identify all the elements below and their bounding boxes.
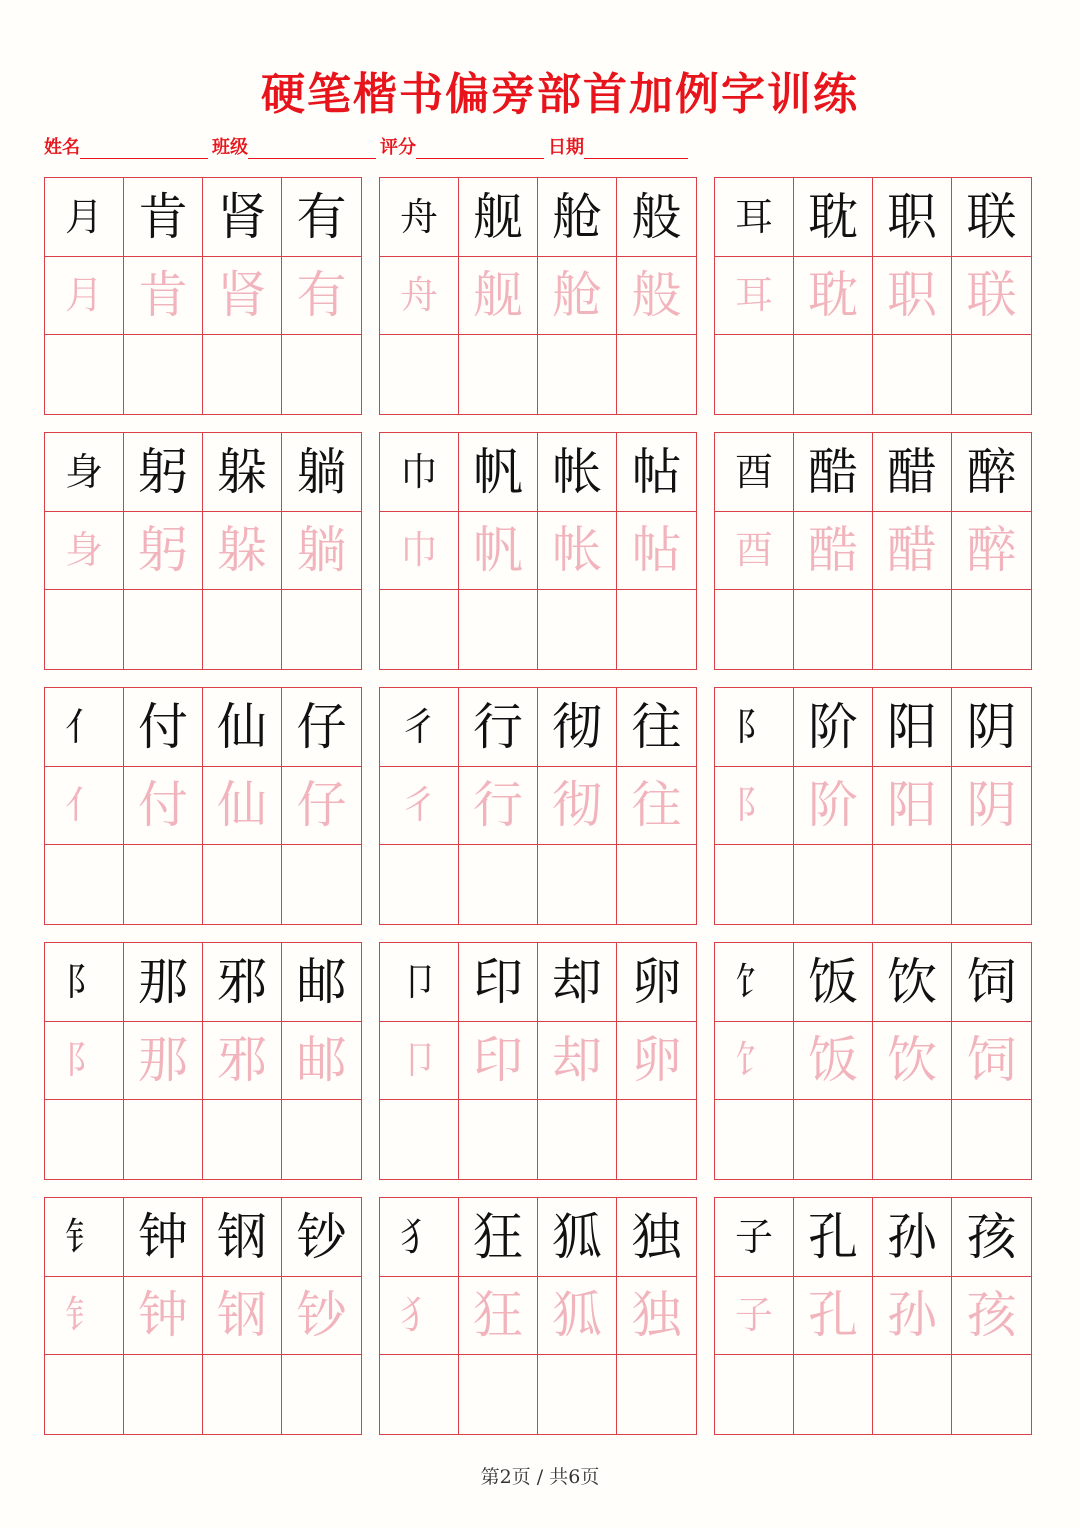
practice-block	[714, 432, 1032, 670]
example-char-trace[interactable]: 钞	[282, 1277, 361, 1356]
blank-practice-cell[interactable]	[380, 335, 459, 414]
example-char-trace[interactable]: 饮	[873, 1022, 952, 1101]
radical-trace[interactable]: 卩	[380, 1022, 459, 1101]
blank-practice-cell[interactable]	[538, 590, 617, 669]
example-char-model: 行	[459, 688, 538, 767]
practice-block	[714, 177, 1032, 415]
example-char-trace[interactable]: 卵	[617, 1022, 696, 1101]
blank-practice-cell[interactable]	[203, 335, 282, 414]
blank-practice-cell[interactable]	[715, 335, 794, 414]
example-char-trace[interactable]: 肯	[124, 257, 203, 336]
example-char-model: 饲	[952, 943, 1031, 1022]
example-char-trace[interactable]: 醉	[952, 512, 1031, 591]
example-char-trace[interactable]: 独	[617, 1277, 696, 1356]
radical-trace[interactable]: 饣	[715, 1022, 794, 1101]
student-info-row	[44, 135, 692, 159]
blank-practice-cell[interactable]	[873, 335, 952, 414]
radical-trace[interactable]: 彳	[380, 767, 459, 846]
blank-practice-cell[interactable]	[45, 845, 124, 924]
example-char-trace[interactable]: 孔	[794, 1277, 873, 1356]
example-char-trace[interactable]: 钢	[203, 1277, 282, 1356]
blank-practice-cell[interactable]	[794, 845, 873, 924]
example-char-model: 彻	[538, 688, 617, 767]
name-label: 姓名	[44, 137, 80, 158]
blank-practice-cell[interactable]	[617, 590, 696, 669]
blank-practice-cell[interactable]	[538, 1100, 617, 1179]
example-char-trace[interactable]: 阶	[794, 767, 873, 846]
radical-model: 彳	[380, 688, 459, 767]
blank-practice-cell[interactable]	[794, 1355, 873, 1434]
practice-block	[44, 942, 362, 1180]
example-char-trace[interactable]: 有	[282, 257, 361, 336]
example-char-model: 躺	[282, 433, 361, 512]
blank-practice-cell[interactable]	[952, 845, 1031, 924]
blank-practice-cell[interactable]	[617, 1100, 696, 1179]
radical-trace[interactable]: 犭	[380, 1277, 459, 1356]
example-char-trace[interactable]: 职	[873, 257, 952, 336]
example-char-model: 卵	[617, 943, 696, 1022]
example-char-model: 帆	[459, 433, 538, 512]
example-char-trace[interactable]: 躺	[282, 512, 361, 591]
blank-practice-cell[interactable]	[794, 335, 873, 414]
practice-block	[714, 687, 1032, 925]
blank-practice-cell[interactable]	[282, 1100, 361, 1179]
example-char-model: 仙	[203, 688, 282, 767]
radical-model: 阝	[715, 688, 794, 767]
example-char-model: 仔	[282, 688, 361, 767]
radical-trace[interactable]: 亻	[45, 767, 124, 846]
blank-practice-cell[interactable]	[380, 1355, 459, 1434]
radical-trace[interactable]: 酉	[715, 512, 794, 591]
blank-practice-cell[interactable]	[617, 335, 696, 414]
blank-practice-cell[interactable]	[45, 590, 124, 669]
practice-block	[379, 1197, 697, 1435]
blank-practice-cell[interactable]	[124, 335, 203, 414]
example-char-model: 职	[873, 178, 952, 257]
blank-practice-cell[interactable]	[538, 335, 617, 414]
example-char-trace[interactable]: 躲	[203, 512, 282, 591]
blank-practice-cell[interactable]	[380, 845, 459, 924]
practice-block	[714, 942, 1032, 1180]
class-label: 班级	[212, 137, 248, 158]
blank-practice-cell[interactable]	[124, 845, 203, 924]
blank-practice-cell[interactable]	[282, 335, 361, 414]
example-char-trace[interactable]: 孩	[952, 1277, 1031, 1356]
example-char-trace[interactable]: 却	[538, 1022, 617, 1101]
example-char-trace[interactable]: 那	[124, 1022, 203, 1101]
radical-trace[interactable]: 舟	[380, 257, 459, 336]
radical-model: 月	[45, 178, 124, 257]
example-char-trace[interactable]: 付	[124, 767, 203, 846]
blank-practice-cell[interactable]	[203, 590, 282, 669]
example-char-trace[interactable]: 帆	[459, 512, 538, 591]
example-char-model: 钞	[282, 1198, 361, 1277]
radical-trace[interactable]: 阝	[715, 767, 794, 846]
example-char-model: 联	[952, 178, 1031, 257]
example-char-model: 钢	[203, 1198, 282, 1277]
radical-trace[interactable]: 阝	[45, 1022, 124, 1101]
example-char-model: 耽	[794, 178, 873, 257]
name-field[interactable]	[44, 133, 212, 159]
example-char-model: 印	[459, 943, 538, 1022]
example-char-trace[interactable]: 般	[617, 257, 696, 336]
blank-practice-cell[interactable]	[952, 590, 1031, 669]
blank-practice-cell[interactable]	[459, 335, 538, 414]
blank-practice-cell[interactable]	[715, 1355, 794, 1434]
blank-practice-cell[interactable]	[459, 845, 538, 924]
blank-practice-cell[interactable]	[45, 1100, 124, 1179]
radical-model: 亻	[45, 688, 124, 767]
example-char-trace[interactable]: 阴	[952, 767, 1031, 846]
example-char-model: 饭	[794, 943, 873, 1022]
example-char-model: 肯	[124, 178, 203, 257]
example-char-model: 舰	[459, 178, 538, 257]
example-char-trace[interactable]: 仔	[282, 767, 361, 846]
blank-practice-cell[interactable]	[45, 335, 124, 414]
radical-trace[interactable]: 身	[45, 512, 124, 591]
example-char-trace[interactable]: 往	[617, 767, 696, 846]
example-char-model: 那	[124, 943, 203, 1022]
date-label: 日期	[548, 137, 584, 158]
blank-practice-cell[interactable]	[873, 1355, 952, 1434]
example-char-trace[interactable]: 耽	[794, 257, 873, 336]
example-char-model: 独	[617, 1198, 696, 1277]
radical-model: 巾	[380, 433, 459, 512]
blank-practice-cell[interactable]	[715, 1100, 794, 1179]
example-char-model: 往	[617, 688, 696, 767]
radical-model: 子	[715, 1198, 794, 1277]
radical-model: 舟	[380, 178, 459, 257]
blank-practice-cell[interactable]	[952, 335, 1031, 414]
example-char-trace[interactable]: 邪	[203, 1022, 282, 1101]
practice-block	[379, 177, 697, 415]
blank-practice-cell[interactable]	[124, 1100, 203, 1179]
example-char-trace[interactable]: 仙	[203, 767, 282, 846]
example-char-model: 邮	[282, 943, 361, 1022]
example-char-trace[interactable]: 行	[459, 767, 538, 846]
blank-practice-cell[interactable]	[203, 1100, 282, 1179]
example-char-model: 阳	[873, 688, 952, 767]
blank-practice-cell[interactable]	[538, 845, 617, 924]
blank-practice-cell[interactable]	[282, 845, 361, 924]
example-char-model: 醉	[952, 433, 1031, 512]
name-line[interactable]	[80, 138, 208, 159]
blank-practice-cell[interactable]	[952, 1355, 1031, 1434]
example-char-model: 狐	[538, 1198, 617, 1277]
example-char-model: 孩	[952, 1198, 1031, 1277]
blank-practice-cell[interactable]	[873, 845, 952, 924]
date-line[interactable]	[584, 138, 688, 159]
example-char-trace[interactable]: 肾	[203, 257, 282, 336]
example-char-trace[interactable]: 钟	[124, 1277, 203, 1356]
score-line[interactable]	[416, 138, 544, 159]
radical-trace[interactable]: 钅	[45, 1277, 124, 1356]
example-char-trace[interactable]: 孙	[873, 1277, 952, 1356]
example-char-model: 酷	[794, 433, 873, 512]
example-char-model: 舱	[538, 178, 617, 257]
blank-practice-cell[interactable]	[459, 1100, 538, 1179]
example-char-model: 躲	[203, 433, 282, 512]
practice-block	[379, 687, 697, 925]
example-char-model: 邪	[203, 943, 282, 1022]
radical-model: 卩	[380, 943, 459, 1022]
practice-block	[44, 432, 362, 670]
date-field[interactable]	[548, 133, 692, 159]
example-char-model: 却	[538, 943, 617, 1022]
blank-practice-cell[interactable]	[617, 845, 696, 924]
blank-practice-cell[interactable]	[203, 1355, 282, 1434]
example-char-trace[interactable]: 饲	[952, 1022, 1031, 1101]
blank-practice-cell[interactable]	[459, 1355, 538, 1434]
example-char-model: 饮	[873, 943, 952, 1022]
radical-model: 酉	[715, 433, 794, 512]
practice-block	[44, 1197, 362, 1435]
practice-block	[379, 432, 697, 670]
blank-practice-cell[interactable]	[617, 1355, 696, 1434]
example-char-model: 帐	[538, 433, 617, 512]
blank-practice-cell[interactable]	[203, 845, 282, 924]
practice-block	[44, 687, 362, 925]
radical-trace[interactable]: 耳	[715, 257, 794, 336]
radical-trace[interactable]: 子	[715, 1277, 794, 1356]
score-field[interactable]	[380, 133, 548, 159]
example-char-trace[interactable]: 舰	[459, 257, 538, 336]
radical-trace[interactable]: 月	[45, 257, 124, 336]
example-char-trace[interactable]: 阳	[873, 767, 952, 846]
score-label: 评分	[380, 137, 416, 158]
example-char-trace[interactable]: 邮	[282, 1022, 361, 1101]
practice-block	[714, 1197, 1032, 1435]
radical-model: 阝	[45, 943, 124, 1022]
example-char-trace[interactable]: 狂	[459, 1277, 538, 1356]
blank-practice-cell[interactable]	[715, 590, 794, 669]
blank-practice-cell[interactable]	[45, 1355, 124, 1434]
example-char-trace[interactable]: 狐	[538, 1277, 617, 1356]
radical-model: 饣	[715, 943, 794, 1022]
class-field[interactable]	[212, 133, 380, 159]
example-char-trace[interactable]: 酷	[794, 512, 873, 591]
blank-practice-cell[interactable]	[380, 590, 459, 669]
blank-practice-cell[interactable]	[538, 1355, 617, 1434]
blank-practice-cell[interactable]	[794, 1100, 873, 1179]
page-title: 硬笔楷书偏旁部首加例字训练	[261, 69, 859, 120]
blank-practice-cell[interactable]	[715, 845, 794, 924]
example-char-model: 阴	[952, 688, 1031, 767]
example-char-model: 醋	[873, 433, 952, 512]
example-char-model: 躬	[124, 433, 203, 512]
example-char-model: 般	[617, 178, 696, 257]
blank-practice-cell[interactable]	[459, 590, 538, 669]
blank-practice-cell[interactable]	[124, 590, 203, 669]
example-char-trace[interactable]: 帐	[538, 512, 617, 591]
example-char-model: 狂	[459, 1198, 538, 1277]
example-char-trace[interactable]: 帖	[617, 512, 696, 591]
blank-practice-cell[interactable]	[952, 1100, 1031, 1179]
practice-grid	[44, 177, 1032, 1435]
radical-model: 钅	[45, 1198, 124, 1277]
example-char-trace[interactable]: 躬	[124, 512, 203, 591]
example-char-model: 付	[124, 688, 203, 767]
example-char-model: 帖	[617, 433, 696, 512]
radical-trace[interactable]: 巾	[380, 512, 459, 591]
blank-practice-cell[interactable]	[794, 590, 873, 669]
blank-practice-cell[interactable]	[380, 1100, 459, 1179]
example-char-trace[interactable]: 联	[952, 257, 1031, 336]
page-number: 第2页 / 共6页	[480, 1466, 600, 1488]
blank-practice-cell[interactable]	[873, 1100, 952, 1179]
radical-model: 耳	[715, 178, 794, 257]
example-char-trace[interactable]: 彻	[538, 767, 617, 846]
example-char-model: 钟	[124, 1198, 203, 1277]
example-char-trace[interactable]: 印	[459, 1022, 538, 1101]
example-char-trace[interactable]: 舱	[538, 257, 617, 336]
example-char-trace[interactable]: 饭	[794, 1022, 873, 1101]
radical-model: 身	[45, 433, 124, 512]
practice-block	[44, 177, 362, 415]
example-char-model: 阶	[794, 688, 873, 767]
example-char-model: 肾	[203, 178, 282, 257]
blank-practice-cell[interactable]	[282, 1355, 361, 1434]
class-line[interactable]	[248, 138, 376, 159]
blank-practice-cell[interactable]	[282, 590, 361, 669]
blank-practice-cell[interactable]	[124, 1355, 203, 1434]
example-char-model: 孙	[873, 1198, 952, 1277]
blank-practice-cell[interactable]	[873, 590, 952, 669]
example-char-trace[interactable]: 醋	[873, 512, 952, 591]
example-char-model: 孔	[794, 1198, 873, 1277]
radical-model: 犭	[380, 1198, 459, 1277]
example-char-model: 有	[282, 178, 361, 257]
practice-block	[379, 942, 697, 1180]
